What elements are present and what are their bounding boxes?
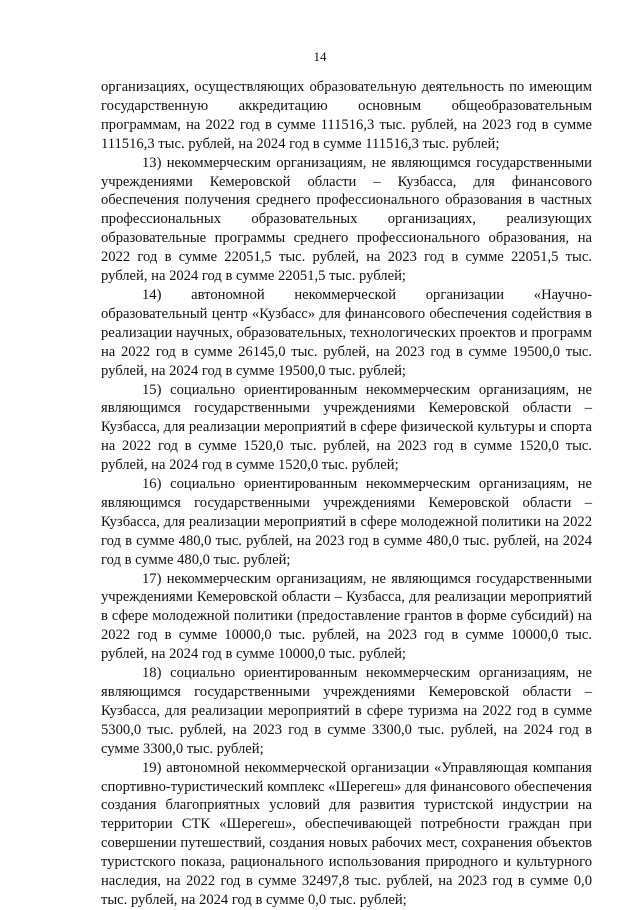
paragraph-item-14: 14) автономной некоммерческой организации «Научно-образовательный центр «Кузбасс» для финансового обеспечения содействия в реализации научных, образовательных, технологических проектов и программ на 2022 год в сумме 26145,0 тыс. рублей, на 2023 год в сумме 19500,0 тыс. рублей, на 2024 год в сумме 19500,0 тыс. рублей;: [101, 286, 592, 379]
paragraph-item-17: 17) некоммерческим организациям, не являющимся государственными учреждениями Кемеровской области – Кузбасса, для реализации мероприятий в сфере молодежной политики (предоставление грантов в форме субсидий) на 2022 год в сумме 10000,0 тыс. рублей, на 2023 год в сумме 10000,0 тыс. рублей, на 2024 год в сумме 10000,0 тыс. рублей;: [101, 570, 592, 663]
paragraph-item-15: 15) социально ориентированным некоммерческим организациям, не являющимся государственными учреждениями Кемеровской области – Кузбасса, для реализации мероприятий в сфере физической культуры и спорта на 2022 год в сумме 1520,0 тыс. рублей, на 2023 год в сумме 1520,0 тыс. рублей, на 2024 год в сумме 1520,0 тыс. рублей;: [101, 381, 592, 474]
paragraph-item-19: 19) автономной некоммерческой организации «Управляющая компания спортивно-туристический комплекс «Шерегеш» для финансового обеспечения создания благоприятных условий для развития туристской индустрии на территории СТК «Шерегеш», обеспечивающей потребности граждан при совершении путешествий, создания новых рабочих мест, сохранения объектов туристского показа, рационального использования природного и культурного наследия, на 2022 год в сумме 32497,8 тыс. рублей, на 2023 год в сумме 0,0 тыс. рублей, на 2024 год в сумме 0,0 тыс. рублей;: [101, 759, 592, 908]
document-body: [101, 78, 592, 910]
paragraph-item-16: 16) социально ориентированным некоммерческим организациям, не являющимся государственными учреждениями Кемеровской области – Кузбасса, для реализации мероприятий в сфере молодежной политики на 2022 год в сумме 480,0 тыс. рублей, на 2023 год в сумме 480,0 тыс. рублей, на 2024 год в сумме 480,0 тыс. рублей;: [101, 476, 592, 568]
paragraph-continuation: организациях, осуществляющих образовательную деятельность по имеющим государственную аккредитацию основным общеобразовательным программам, на 2022 год в сумме 111516,3 тыс. рублей, на 2023 год в сумме 111516,3 тыс. рублей, на 2024 год в сумме 111516,3 тыс. рублей;: [101, 79, 592, 152]
page-number: 14: [313, 49, 327, 64]
paragraph-item-18: 18) социально ориентированным некоммерческим организациям, не являющимся государственными учреждениями Кемеровской области – Кузбасса, для реализации мероприятий в сфере туризма на 2022 год в сумме 5300,0 тыс. рублей, на 2023 год в сумме 3300,0 тыс. рублей, на 2024 год в сумме 3300,0 тыс. рублей;: [101, 665, 592, 757]
paragraph-item-13: 13) некоммерческим организациям, не являющимся государственными учреждениями Кемеровской области – Кузбасса, для финансового обеспечения получения среднего профессионального образования в частных профессиональных образовательных организациях, реализующих образовательные программы среднего профессионального образования, на 2022 год в сумме 22051,5 тыс. рублей, на 2023 год в сумме 22051,5 тыс. рублей, на 2024 год в сумме 22051,5 тыс. рублей;: [101, 154, 592, 285]
